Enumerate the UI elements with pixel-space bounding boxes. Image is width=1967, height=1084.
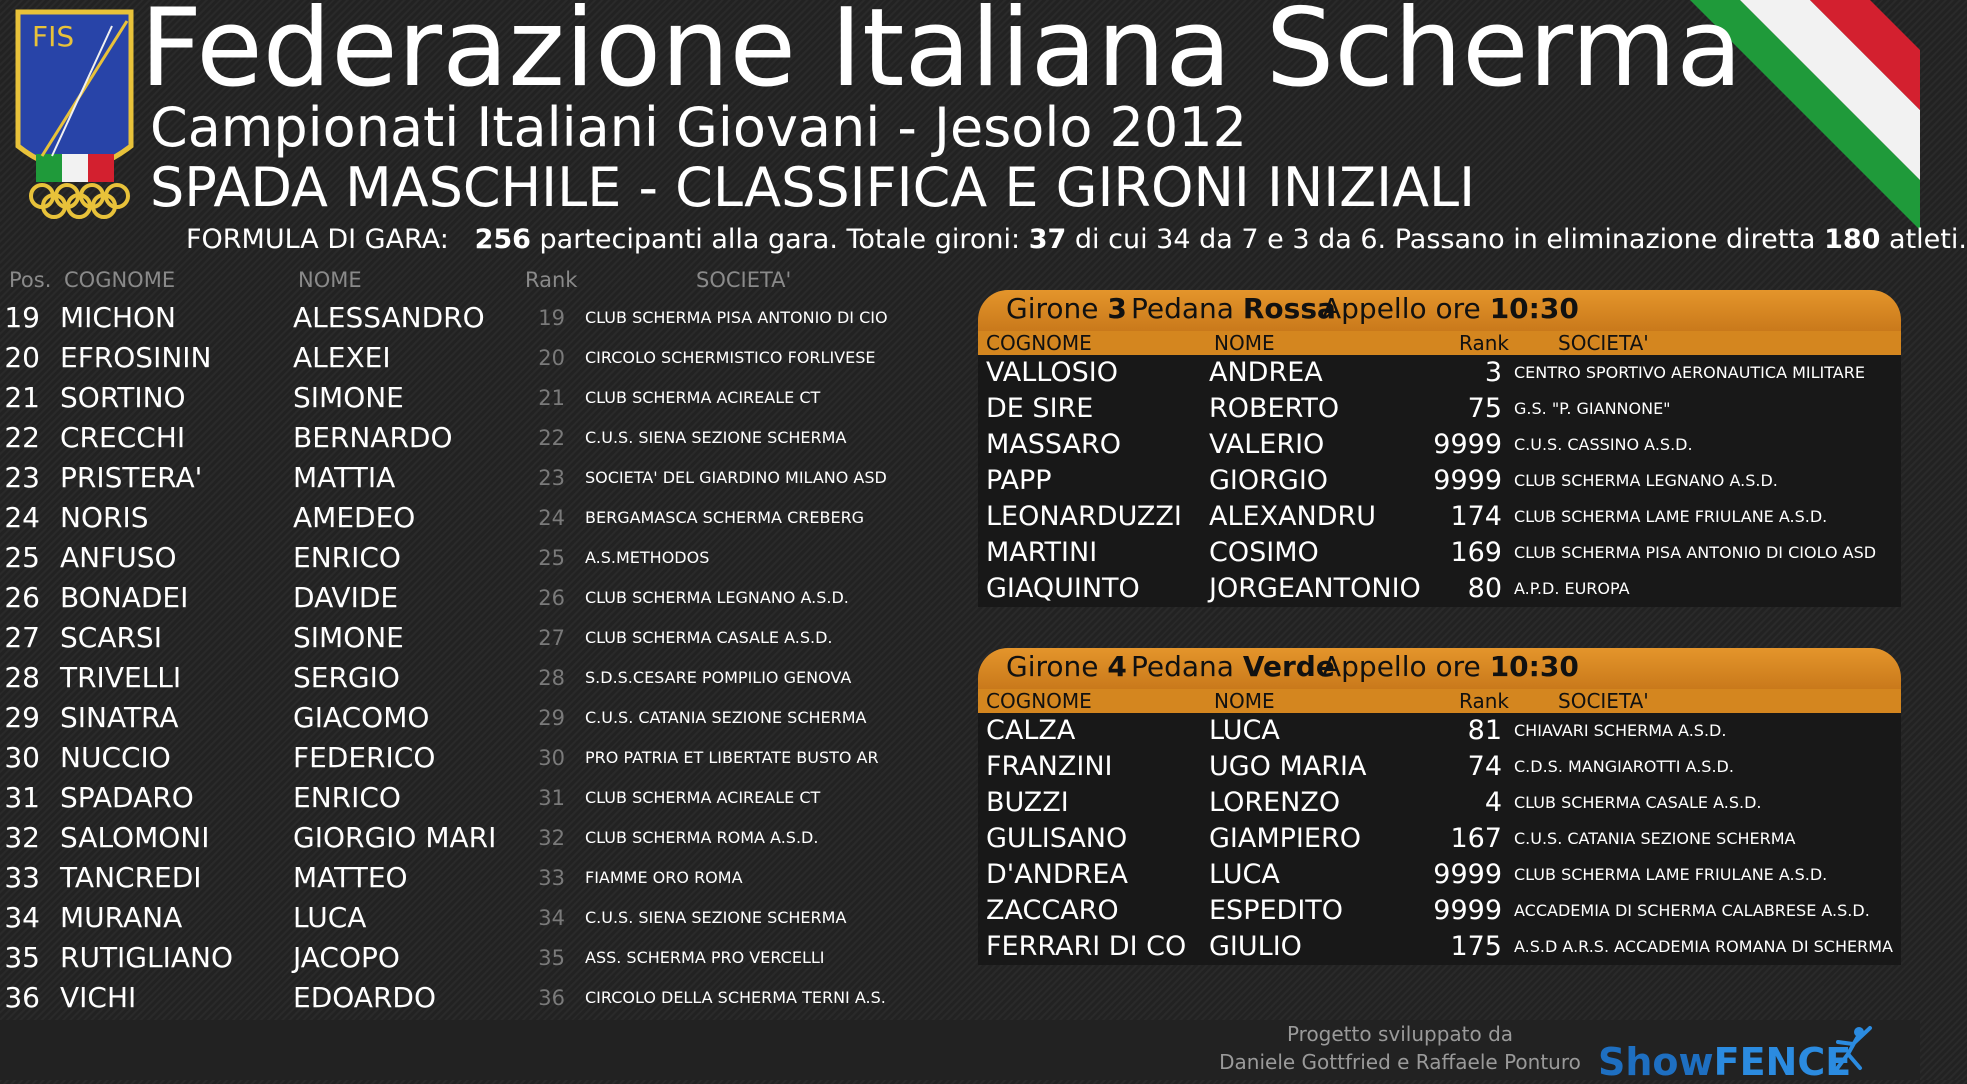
pool-row-surname: FERRARI DI CO xyxy=(986,931,1187,962)
pool-row-surname: MARTINI xyxy=(986,537,1098,568)
row-society: CLUB SCHERMA LEGNANO A.S.D. xyxy=(585,588,849,607)
pool-row-name: UGO MARIA xyxy=(1209,751,1367,782)
row-rank: 29 xyxy=(538,706,565,730)
pool-rows xyxy=(978,713,1901,965)
row-rank: 21 xyxy=(538,386,565,410)
row-name: JACOPO xyxy=(293,941,400,974)
pool-row-name: LUCA xyxy=(1209,715,1280,746)
row-rank: 25 xyxy=(538,546,565,570)
pool-row-name: JORGEANTONIO xyxy=(1209,573,1421,604)
row-name: GIACOMO xyxy=(293,701,430,734)
pool-row xyxy=(978,535,1901,571)
row-pos: 30 xyxy=(4,741,40,774)
row-pos: 24 xyxy=(4,501,40,534)
row-name: FEDERICO xyxy=(293,741,436,774)
row-rank: 22 xyxy=(538,426,565,450)
pool-row xyxy=(978,893,1901,929)
pool-row-name: LORENZO xyxy=(1209,787,1341,818)
row-surname: SINATRA xyxy=(60,701,179,734)
row-society: C.U.S. SIENA SEZIONE SCHERMA xyxy=(585,428,847,447)
pool-girone: Girone 4 xyxy=(1006,650,1127,683)
row-surname: MICHON xyxy=(60,301,177,334)
pool-row xyxy=(978,463,1901,499)
table-row xyxy=(0,778,960,818)
table-row xyxy=(0,578,960,618)
row-society: A.S.METHODOS xyxy=(585,548,710,567)
row-society: CIRCOLO SCHERMISTICO FORLIVESE xyxy=(585,348,876,367)
row-society: C.U.S. CATANIA SEZIONE SCHERMA xyxy=(585,708,867,727)
pool-appello: Appello ore 10:30 xyxy=(1322,292,1579,325)
row-rank: 26 xyxy=(538,586,565,610)
pool-row-surname: VALLOSIO xyxy=(986,357,1118,388)
row-rank: 34 xyxy=(538,906,565,930)
formula-text1: partecipanti alla gara. Totale gironi: xyxy=(539,224,1021,255)
page-title: Federazione Italiana Scherma xyxy=(140,0,1743,111)
table-row xyxy=(0,538,960,578)
list-header-pos: Pos. xyxy=(9,268,52,292)
credit-line-1: Progetto sviluppato da xyxy=(1286,1022,1514,1046)
row-rank: 32 xyxy=(538,826,565,850)
pool-row-surname: PAPP xyxy=(986,465,1052,496)
row-name: MATTIA xyxy=(293,461,396,494)
row-pos: 21 xyxy=(4,381,40,414)
pool-row xyxy=(978,571,1901,607)
table-row xyxy=(0,418,960,458)
pool-row xyxy=(978,355,1901,391)
pool-row xyxy=(978,929,1901,965)
row-name: ENRICO xyxy=(293,541,401,574)
pool-row-rank: 9999 xyxy=(1433,429,1502,460)
pool-row-rank: 75 xyxy=(1467,393,1502,424)
row-pos: 19 xyxy=(4,301,40,334)
row-society: SOCIETA' DEL GIARDINO MILANO ASD xyxy=(585,468,887,487)
row-society: CLUB SCHERMA ACIREALE CT xyxy=(585,388,821,407)
row-pos: 32 xyxy=(4,821,40,854)
formula-participants: 256 xyxy=(474,224,531,255)
pool-row-society: A.S.D A.R.S. ACCADEMIA ROMANA DI SCHERMA xyxy=(1514,937,1893,956)
row-society: CLUB SCHERMA ROMA A.S.D. xyxy=(585,828,819,847)
pool-row-surname: GIAQUINTO xyxy=(986,573,1140,604)
pool-row-rank: 174 xyxy=(1450,501,1502,532)
pool-row-name: GIAMPIERO xyxy=(1209,823,1361,854)
row-name: LUCA xyxy=(293,901,367,934)
row-society: CIRCOLO DELLA SCHERMA TERNI A.S. xyxy=(585,988,886,1007)
pool-row-rank: 169 xyxy=(1450,537,1502,568)
pool-row xyxy=(978,749,1901,785)
table-row xyxy=(0,458,960,498)
pool-row-rank: 4 xyxy=(1484,787,1502,818)
pool-row-society: CLUB SCHERMA CASALE A.S.D. xyxy=(1514,793,1762,812)
row-rank: 30 xyxy=(538,746,565,770)
row-name: SIMONE xyxy=(293,381,404,414)
row-society: CLUB SCHERMA PISA ANTONIO DI CIO xyxy=(585,308,888,327)
brand-show: Show xyxy=(1598,1040,1714,1084)
row-pos: 31 xyxy=(4,781,40,814)
row-surname: SPADARO xyxy=(60,781,194,814)
pool-row-society: CENTRO SPORTIVO AERONAUTICA MILITARE xyxy=(1514,363,1865,382)
pool-row-surname: FRANZINI xyxy=(986,751,1113,782)
pool-row-name: ALEXANDRU xyxy=(1209,501,1377,532)
table-row xyxy=(0,938,960,978)
row-pos: 25 xyxy=(4,541,40,574)
pool-row xyxy=(978,713,1901,749)
pool-row-name: ROBERTO xyxy=(1209,393,1340,424)
table-row xyxy=(0,738,960,778)
row-society: S.D.S.CESARE POMPILIO GENOVA xyxy=(585,668,852,687)
pool-row-rank: 9999 xyxy=(1433,859,1502,890)
pool-row-name: GIULIO xyxy=(1209,931,1302,962)
pool-header xyxy=(978,648,1901,689)
brand-fence: FENCE xyxy=(1713,1040,1852,1084)
pool-pedana: Pedana Rossa xyxy=(1131,292,1336,325)
row-pos: 34 xyxy=(4,901,40,934)
pool-row-society: CLUB SCHERMA LAME FRIULANE A.S.D. xyxy=(1514,865,1828,884)
pool-row-name: LUCA xyxy=(1209,859,1280,890)
row-rank: 20 xyxy=(538,346,565,370)
pool-col-society: SOCIETA' xyxy=(1558,689,1649,713)
row-society: ASS. SCHERMA PRO VERCELLI xyxy=(585,948,825,967)
row-name: SIMONE xyxy=(293,621,404,654)
row-society: CLUB SCHERMA ACIREALE CT xyxy=(585,788,821,807)
pool-row-surname: D'ANDREA xyxy=(986,859,1128,890)
row-pos: 29 xyxy=(4,701,40,734)
pool-row-society: G.S. "P. GIANNONE" xyxy=(1514,399,1671,418)
row-surname: SALOMONI xyxy=(60,821,210,854)
credit-line-2: Daniele Gottfried e Raffaele Ponturo xyxy=(1219,1050,1581,1074)
pool-row-society: C.U.S. CASSINO A.S.D. xyxy=(1514,435,1693,454)
row-surname: RUTIGLIANO xyxy=(60,941,234,974)
row-pos: 23 xyxy=(4,461,40,494)
event-subtitle: Campionati Italiani Giovani - Jesolo 2012 xyxy=(150,96,1247,159)
row-pos: 20 xyxy=(4,341,40,374)
pool-row xyxy=(978,857,1901,893)
row-surname: SORTINO xyxy=(60,381,186,414)
row-rank: 19 xyxy=(538,306,565,330)
row-rank: 33 xyxy=(538,866,565,890)
row-rank: 36 xyxy=(538,986,565,1010)
row-name: SERGIO xyxy=(293,661,400,694)
row-surname: MURANA xyxy=(60,901,183,934)
table-row xyxy=(0,498,960,538)
pool-row-surname: CALZA xyxy=(986,715,1076,746)
list-header-surname: COGNOME xyxy=(64,268,176,292)
row-society: FIAMME ORO ROMA xyxy=(585,868,743,887)
row-pos: 28 xyxy=(4,661,40,694)
fis-logo xyxy=(12,6,137,216)
formula-text3: atleti. xyxy=(1889,224,1967,255)
row-rank: 27 xyxy=(538,626,565,650)
row-name: GIORGIO MARI xyxy=(293,821,497,854)
pool-row-society: CHIAVARI SCHERMA A.S.D. xyxy=(1514,721,1727,740)
row-society: C.U.S. SIENA SEZIONE SCHERMA xyxy=(585,908,847,927)
pool-row-rank: 74 xyxy=(1467,751,1502,782)
row-surname: VICHI xyxy=(60,981,137,1014)
row-name: ALESSANDRO xyxy=(293,301,485,334)
table-row xyxy=(0,378,960,418)
pool-col-society: SOCIETA' xyxy=(1558,331,1649,355)
row-society: PRO PATRIA ET LIBERTATE BUSTO AR xyxy=(585,748,879,767)
row-name: DAVIDE xyxy=(293,581,399,614)
pool-row-surname: ZACCARO xyxy=(986,895,1119,926)
logo-text: FIS xyxy=(32,20,75,53)
pool-row-rank: 9999 xyxy=(1433,895,1502,926)
pool-col-name: NOME xyxy=(1214,331,1275,355)
row-rank: 35 xyxy=(538,946,565,970)
row-pos: 33 xyxy=(4,861,40,894)
pool-row-rank: 9999 xyxy=(1433,465,1502,496)
pool-row-rank: 175 xyxy=(1450,931,1502,962)
pool-appello: Appello ore 10:30 xyxy=(1322,650,1579,683)
row-surname: BONADEI xyxy=(60,581,189,614)
pool-rows xyxy=(978,355,1901,607)
row-surname: SCARSI xyxy=(60,621,162,654)
pool-col-rank: Rank xyxy=(1459,331,1509,355)
table-row xyxy=(0,338,960,378)
table-row xyxy=(0,298,960,338)
pool-row xyxy=(978,499,1901,535)
row-name: MATTEO xyxy=(293,861,408,894)
pool-row-name: ANDREA xyxy=(1209,357,1323,388)
pool-panel-3 xyxy=(978,290,1901,607)
row-society: CLUB SCHERMA CASALE A.S.D. xyxy=(585,628,833,647)
category-subtitle: SPADA MASCHILE - CLASSIFICA E GIRONI INIZIALI xyxy=(150,156,1476,219)
pool-row-society: C.D.S. MANGIAROTTI A.S.D. xyxy=(1514,757,1734,776)
row-rank: 28 xyxy=(538,666,565,690)
row-surname: TANCREDI xyxy=(60,861,202,894)
pool-row-name: GIORGIO xyxy=(1209,465,1329,496)
table-row xyxy=(0,858,960,898)
pool-row-society: CLUB SCHERMA LAME FRIULANE A.S.D. xyxy=(1514,507,1828,526)
formula-text2: di cui 34 da 7 e 3 da 6. Passano in eliminazione diretta xyxy=(1074,224,1816,255)
pool-row-society: C.U.S. CATANIA SEZIONE SCHERMA xyxy=(1514,829,1796,848)
list-header-name: NOME xyxy=(298,268,362,292)
row-pos: 27 xyxy=(4,621,40,654)
pool-row-rank: 80 xyxy=(1467,573,1502,604)
table-row xyxy=(0,978,960,1018)
list-header-rank: Rank xyxy=(525,268,578,292)
row-surname: ANFUSO xyxy=(60,541,177,574)
pool-row xyxy=(978,821,1901,857)
row-surname: NORIS xyxy=(60,501,149,534)
pool-panel-4 xyxy=(978,648,1901,965)
row-society: BERGAMASCA SCHERMA CREBERG xyxy=(585,508,865,527)
pool-row-name: VALERIO xyxy=(1209,429,1325,460)
fis-shield-icon xyxy=(12,6,137,216)
row-name: EDOARDO xyxy=(293,981,437,1014)
credits xyxy=(1200,1020,1600,1076)
pool-row-rank: 81 xyxy=(1467,715,1502,746)
pool-row-name: ESPEDITO xyxy=(1209,895,1344,926)
row-pos: 36 xyxy=(4,981,40,1014)
pool-col-rank: Rank xyxy=(1459,689,1509,713)
pool-col-name: NOME xyxy=(1214,689,1275,713)
pool-row-surname: LEONARDUZZI xyxy=(986,501,1182,532)
row-pos: 35 xyxy=(4,941,40,974)
row-surname: EFROSININ xyxy=(60,341,212,374)
table-row xyxy=(0,658,960,698)
pool-row-society: CLUB SCHERMA PISA ANTONIO DI CIOLO ASD xyxy=(1514,543,1877,562)
formula-gironi: 37 xyxy=(1028,224,1067,255)
row-name: AMEDEO xyxy=(293,501,416,534)
row-pos: 22 xyxy=(4,421,40,454)
row-name: ALEXEI xyxy=(293,341,391,374)
row-surname: PRISTERA' xyxy=(60,461,203,494)
row-name: BERNARDO xyxy=(293,421,453,454)
showfence-logo xyxy=(1598,1040,1851,1084)
row-rank: 24 xyxy=(538,506,565,530)
pool-column-headers xyxy=(978,689,1901,713)
table-row xyxy=(0,898,960,938)
table-row xyxy=(0,618,960,658)
row-rank: 23 xyxy=(538,466,565,490)
pool-header xyxy=(978,290,1901,331)
pool-row-society: ACCADEMIA DI SCHERMA CALABRESE A.S.D. xyxy=(1514,901,1870,920)
row-surname: TRIVELLI xyxy=(60,661,182,694)
pool-girone: Girone 3 xyxy=(1006,292,1127,325)
row-pos: 26 xyxy=(4,581,40,614)
row-surname: CRECCHI xyxy=(60,421,186,454)
pool-col-surname: COGNOME xyxy=(986,689,1092,713)
pool-row-surname: BUZZI xyxy=(986,787,1069,818)
row-surname: NUCCIO xyxy=(60,741,171,774)
pool-row-surname: MASSARO xyxy=(986,429,1122,460)
formula-label: FORMULA DI GARA: xyxy=(186,224,449,255)
row-name: ENRICO xyxy=(293,781,401,814)
pool-row-rank: 3 xyxy=(1484,357,1502,388)
row-rank: 31 xyxy=(538,786,565,810)
pool-row-society: CLUB SCHERMA LEGNANO A.S.D. xyxy=(1514,471,1778,490)
table-row xyxy=(0,818,960,858)
pool-row-society: A.P.D. EUROPA xyxy=(1514,579,1630,598)
pool-row xyxy=(978,785,1901,821)
list-header-society: SOCIETA' xyxy=(696,268,792,292)
pool-row-surname: DE SIRE xyxy=(986,393,1094,424)
pool-column-headers xyxy=(978,331,1901,355)
pool-pedana: Pedana Verde xyxy=(1131,650,1335,683)
pool-row-rank: 167 xyxy=(1450,823,1502,854)
pool-row-surname: GULISANO xyxy=(986,823,1128,854)
pool-row xyxy=(978,391,1901,427)
pool-col-surname: COGNOME xyxy=(986,331,1092,355)
pool-row xyxy=(978,427,1901,463)
formula-passano: 180 xyxy=(1824,224,1881,255)
fencer-icon xyxy=(1826,1024,1872,1074)
pool-row-name: COSIMO xyxy=(1209,537,1319,568)
table-row xyxy=(0,698,960,738)
formula-line xyxy=(186,224,1967,255)
